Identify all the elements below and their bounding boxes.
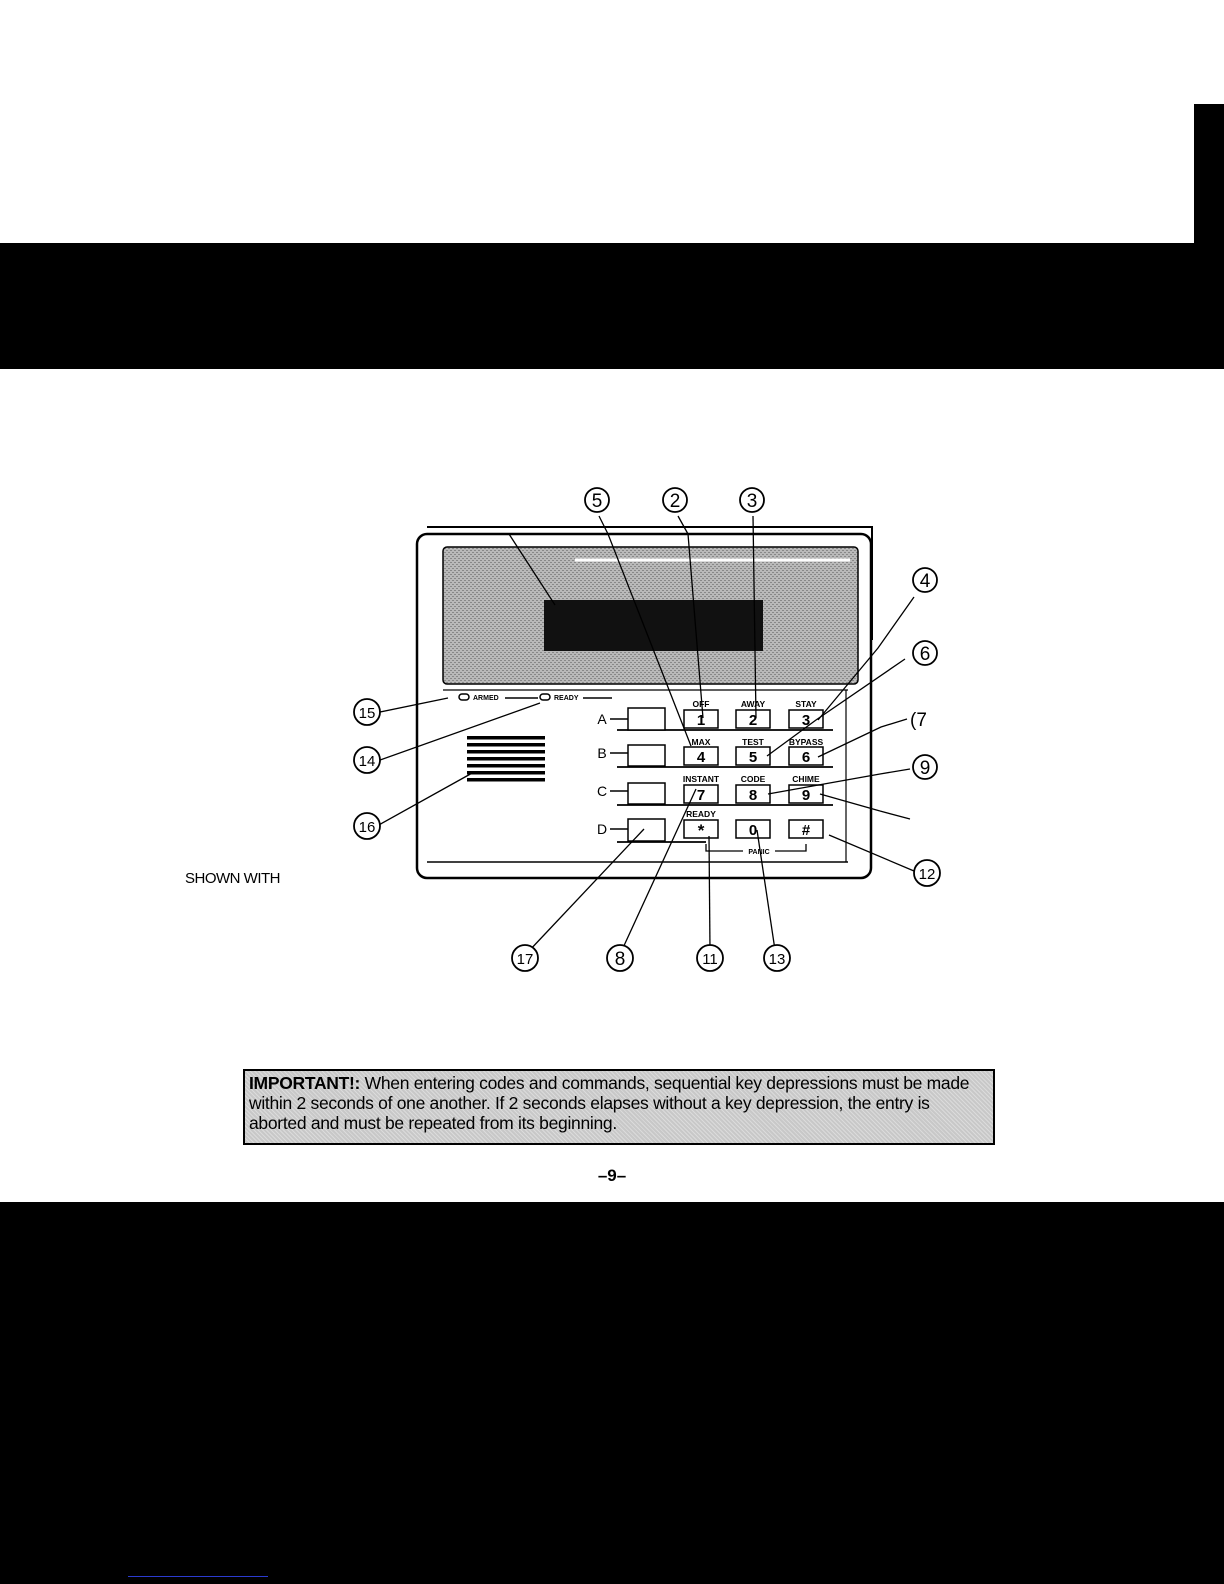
key-2-digit: 2 bbox=[748, 712, 758, 729]
callout-13-label: 13 bbox=[768, 951, 786, 968]
side-key-b-label: B bbox=[597, 745, 607, 761]
black-band-bottom bbox=[0, 1202, 1224, 1584]
key-6-digit: 6 bbox=[801, 749, 811, 766]
callout-16-label: 16 bbox=[358, 819, 376, 836]
key-2-function: AWAY bbox=[740, 699, 766, 709]
callout-12-label: 12 bbox=[918, 866, 936, 883]
callout-15 bbox=[354, 699, 380, 725]
important-notice bbox=[243, 1069, 995, 1145]
key-5-digit: 5 bbox=[748, 749, 758, 766]
callout-5 bbox=[585, 488, 609, 512]
black-band-top bbox=[0, 243, 1224, 369]
callout-12 bbox=[914, 860, 940, 886]
ready-led-label: READY bbox=[554, 695, 579, 702]
black-band-side bbox=[1194, 104, 1224, 244]
callout-13 bbox=[764, 945, 790, 971]
callout-15-label: 15 bbox=[358, 705, 376, 722]
callout-3-label: 3 bbox=[746, 491, 758, 512]
key-5-function: TEST bbox=[742, 737, 764, 747]
callout-16 bbox=[354, 813, 380, 839]
key-4-function: MAX bbox=[691, 737, 711, 747]
callout-2-label: 2 bbox=[669, 491, 681, 512]
key-2[interactable] bbox=[736, 699, 770, 729]
callout-4-label: 4 bbox=[919, 571, 931, 592]
callout-17-label: 17 bbox=[516, 951, 534, 968]
key-star-function: READY bbox=[686, 809, 716, 819]
key-1-function: OFF bbox=[692, 699, 710, 709]
keypad-diagram bbox=[0, 480, 1224, 970]
side-key-a-label: A bbox=[597, 711, 607, 727]
key-0-digit: 0 bbox=[748, 822, 758, 839]
page-number: –9– bbox=[597, 1166, 627, 1185]
armed-led-label: ARMED bbox=[473, 695, 499, 702]
callout-8-label: 8 bbox=[614, 949, 626, 970]
key-8-digit: 8 bbox=[748, 787, 758, 804]
key-7[interactable] bbox=[683, 774, 720, 804]
bottom-link-underline bbox=[128, 1576, 268, 1577]
callout-9 bbox=[913, 755, 937, 779]
lcd-screen bbox=[544, 600, 763, 651]
callout-6 bbox=[913, 641, 937, 665]
callout-6-label: 6 bbox=[919, 644, 931, 665]
callout-14 bbox=[354, 747, 380, 773]
key-8-function: CODE bbox=[740, 774, 766, 784]
key-0[interactable] bbox=[736, 820, 770, 839]
callout-17 bbox=[512, 945, 538, 971]
key-3-digit: 3 bbox=[801, 712, 811, 729]
callout-5-label: 5 bbox=[591, 491, 603, 512]
key-star-digit: * bbox=[697, 821, 705, 840]
callout-4 bbox=[913, 568, 937, 592]
key-8[interactable] bbox=[736, 774, 770, 804]
notice-body: When entering codes and commands, sequential key depressions must be made within 2 seconds of one another. If 2 seconds elapses without a key depression, the entry is aborted and must be repeated from its beginning. bbox=[249, 1073, 970, 1133]
callout-2 bbox=[663, 488, 687, 512]
key-star[interactable] bbox=[684, 809, 718, 840]
callout-14-label: 14 bbox=[358, 753, 376, 770]
key-1-digit: 1 bbox=[696, 712, 706, 729]
key-3-function: STAY bbox=[795, 699, 817, 709]
callout-7 bbox=[910, 710, 927, 731]
key-9-function: CHIME bbox=[792, 774, 820, 784]
callout-11-label: 11 bbox=[702, 951, 718, 968]
callout-7-label: (7 bbox=[910, 710, 927, 731]
key-7-digit: 7 bbox=[696, 787, 706, 804]
callout-3 bbox=[740, 488, 764, 512]
key-6-function: BYPASS bbox=[788, 737, 824, 747]
side-key-c-label: C bbox=[596, 783, 608, 799]
notice-lead: IMPORTANT!: bbox=[249, 1073, 361, 1093]
figure-caption: SHOWN WITH bbox=[185, 870, 280, 887]
key-7-function: INSTANT bbox=[682, 774, 720, 784]
key-9-digit: 9 bbox=[801, 787, 811, 804]
callout-11 bbox=[697, 945, 723, 971]
key-pound-digit: # bbox=[801, 822, 811, 839]
panic-label: PANIC bbox=[748, 849, 770, 856]
callout-9-label: 9 bbox=[919, 758, 931, 779]
key-pound[interactable] bbox=[789, 820, 823, 839]
side-key-d-label: D bbox=[596, 821, 608, 837]
callout-8 bbox=[607, 945, 633, 971]
key-6[interactable] bbox=[789, 737, 824, 766]
key-4-digit: 4 bbox=[696, 749, 706, 766]
